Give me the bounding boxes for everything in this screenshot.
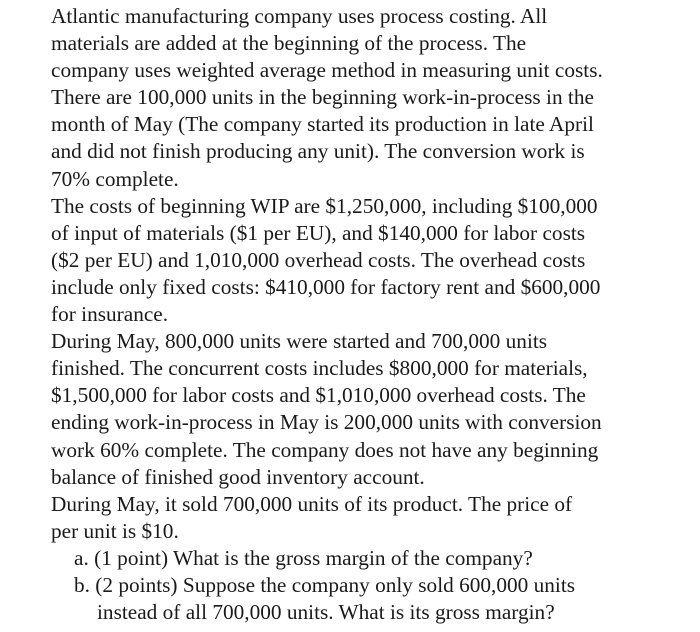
text-line: balance of finished good inventory account. [51,464,425,489]
text-line: Atlantic manufacturing company uses process costing. All [51,4,548,28]
text-line: 70% complete. [51,166,179,191]
paragraph-sales [51,491,691,545]
text-line: During May, 800,000 units were started and 700,000 units [51,329,548,354]
text-line: of input of materials ($1 per EU), and $140,000 for labor costs [51,220,586,245]
text-line: finished. The concurrent costs includes $800,000 for materials, [51,356,588,381]
text-line: During May, it sold 700,000 units of its product. The price of [51,491,573,516]
text-line: ending work-in-process in May is 200,000 units with conversion [51,410,602,435]
paragraph-may-production [51,328,691,491]
text-line: materials are added at the beginning of the process. The [51,31,527,56]
text-line: There are 100,000 units in the beginning work-in-process in the [51,85,594,110]
text-line: work 60% complete. The company does not have any beginning [51,437,599,462]
text-line: month of May (The company started its production in late April [51,112,594,137]
text-line: per unit is $10. [51,518,179,543]
text-line: ($2 per EU) and 1,010,000 overhead costs. The overhead costs [51,247,586,272]
text-line: company uses weighted average method in measuring unit costs. [51,58,603,83]
paragraph-intro [51,3,691,193]
question-b: b. (2 points) Suppose the company only sold 600,000 units [74,572,576,597]
paragraph-beginning-wip-costs [51,193,691,328]
text-line: The costs of beginning WIP are $1,250,000, including $100,000 [51,193,598,218]
text-line: and did not finish producing any unit). The conversion work is [51,139,585,164]
text-line: include only fixed costs: $410,000 for factory rent and $600,000 [51,274,601,299]
question-list [51,545,691,626]
text-line: for insurance. [51,302,169,327]
question-a: a. (1 point) What is the gross margin of the company? [74,545,533,570]
question-b-continuation: instead of all 700,000 units. What is its gross margin? [97,600,555,625]
text-line: $1,500,000 for labor costs and $1,010,000 overhead costs. The [51,383,586,408]
problem-document [51,3,691,626]
